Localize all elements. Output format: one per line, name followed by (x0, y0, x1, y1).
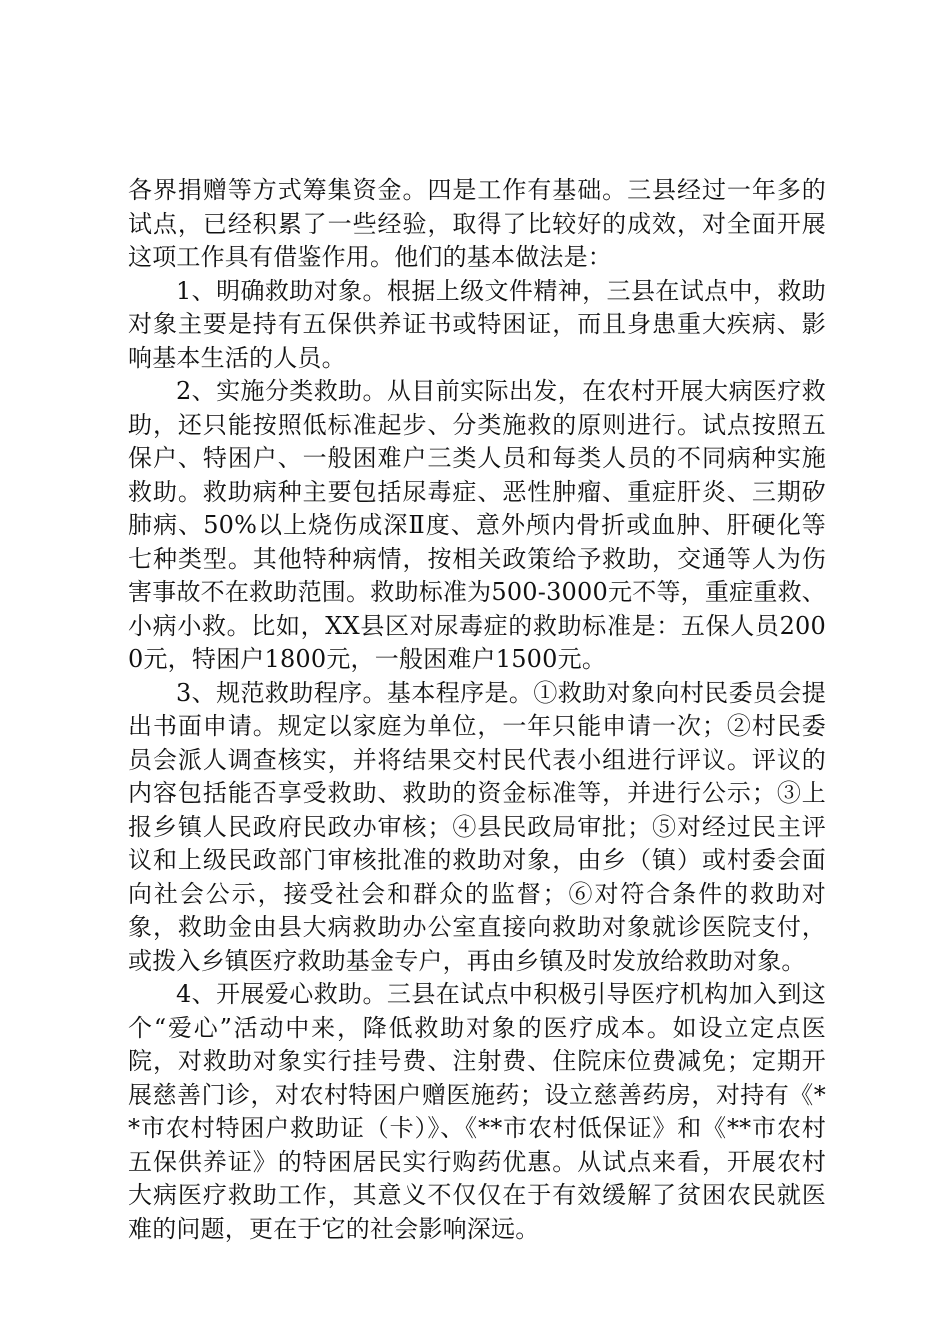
paragraph-item-1: 1、明确救助对象。根据上级文件精神，三县在试点中，救助对象主要是持有五保供养证书或特困证，而且身患重大疾病、影响基本生活的人员。 (128, 276, 826, 372)
paragraph-item-4: 4、开展爱心救助。三县在试点中积极引导医疗机构加入到这个“爱心”活动中来，降低救助对象的医疗成本。如设立定点医院，对救助对象实行挂号费、注射费、住院床位费减免；定期开展慈善门诊，对农村特困户赠医施药；设立慈善药房，对持有《**市农村特困户救助证（卡）》、《**市农村低保证》和《**市农村五保供养证》的特困居民实行购药优惠。从试点来看，开展农村大病医疗救助工作，其意义不仅仅在于有效缓解了贫困农民就医难的问题，更在于它的社会影响深远。 (128, 980, 826, 1243)
document-body (128, 174, 826, 1246)
paragraph-item-3: 3、规范救助程序。基本程序是。①救助对象向村民委员会提出书面申请。规定以家庭为单位，一年只能申请一次；②村民委员会派人调查核实，并将结果交村民代表小组进行评议。评议的内容包括能否享受救助、救助的资金标准等，并进行公示；③上报乡镇人民政府民政办审核；④县民政局审批；⑤对经过民主评议和上级民政部门审核批准的救助对象，由乡（镇）或村委会面向社会公示，接受社会和群众的监督；⑥对符合条件的救助对象，救助金由县大病救助办公室直接向救助对象就诊医院支付，或拨入乡镇医疗救助基金专户，再由乡镇及时发放给救助对象。 (128, 678, 826, 975)
paragraph-intro: 各界捐赠等方式筹集资金。四是工作有基础。三县经过一年多的试点，已经积累了一些经验，取得了比较好的成效，对全面开展这项工作具有借鉴作用。他们的基本做法是： (128, 176, 826, 271)
paragraph-item-2: 2、实施分类救助。从目前实际出发，在农村开展大病医疗救助，还只能按照低标准起步、分类施救的原则进行。试点按照五保户、特困户、一般困难户三类人员和每类人员的不同病种实施救助。救助病种主要包括尿毒症、恶性肿瘤、重症肝炎、三期矽肺病、50%以上烧伤成深Ⅱ度、意外颅内骨折或血肿、肝硬化等七种类型。其他特种病情，按相关政策给予救助，交通等人为伤害事故不在救助范围。救助标准为500-3000元不等，重症重救、小病小救。比如，XX县区对尿毒症的救助标准是：五保人员2000元，特困户1800元，一般困难户1500元。 (128, 377, 826, 673)
